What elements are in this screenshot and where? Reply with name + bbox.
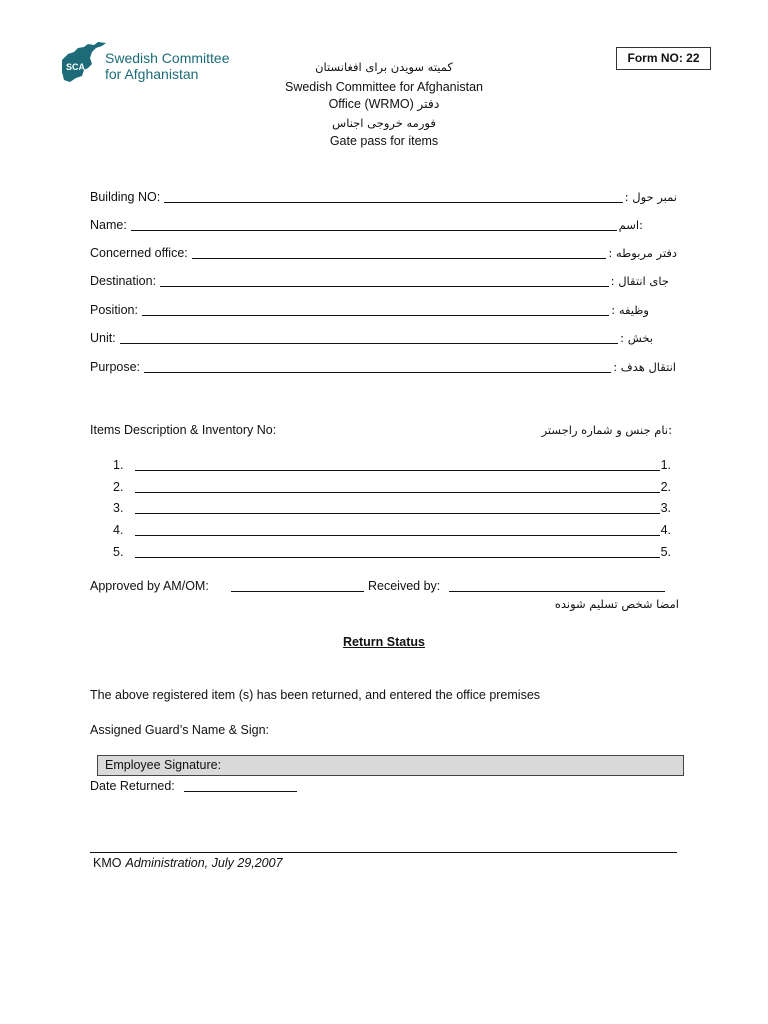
- footer: [93, 855, 283, 871]
- approved-by-label: Approved by AM/OM:: [90, 579, 209, 593]
- item-number-left: 4.: [113, 523, 124, 537]
- item-number-right: 1.: [660, 458, 671, 472]
- blank-line: [192, 258, 607, 259]
- item-row: [113, 544, 671, 560]
- blank-line: [135, 492, 660, 493]
- field-building-no: [90, 189, 677, 205]
- guard-name-sign-label: Assigned Guard’s Name & Sign:: [90, 723, 270, 737]
- received-by-line: [449, 591, 665, 592]
- blank-line: [160, 286, 609, 287]
- field-label: Concerned office:: [90, 246, 188, 260]
- logo-name-line-1: Swedish Committee: [105, 50, 230, 66]
- form-title-english: Gate pass for items: [329, 134, 439, 148]
- blank-line: [135, 513, 660, 514]
- items-description-label-dari: نام جنس و شماره راجستر:: [541, 423, 672, 437]
- field-concerned-office: [90, 245, 677, 261]
- received-by-label: Received by:: [368, 579, 441, 593]
- logo-name-line-2: for Afghanistan: [105, 66, 199, 82]
- field-label-dari: : وظیفه: [611, 303, 649, 317]
- org-title-english: Swedish Committee for Afghanistan: [284, 80, 484, 94]
- field-label: Purpose:: [90, 360, 141, 374]
- item-row: [113, 457, 671, 473]
- blank-line: [144, 372, 611, 373]
- org-title-dari: کمیته سویدن برای افغانستان: [315, 60, 453, 74]
- date-returned-label: Date Returned:: [90, 779, 175, 793]
- field-label: Unit:: [90, 331, 116, 345]
- form-title-dari: فورمه خروجی اجناس: [332, 116, 436, 130]
- field-label-dari: : دفتر مربوطه: [608, 246, 677, 260]
- footer-text: Administration, July 29,2007: [125, 856, 283, 870]
- items-description-label: Items Description & Inventory No:: [90, 423, 277, 437]
- form-number-box: Form NO: 22: [616, 47, 711, 70]
- item-number-right: 5.: [660, 545, 671, 559]
- return-statement: The above registered item (s) has been returned, and entered the office premises: [90, 688, 541, 702]
- item-number-right: 4.: [660, 523, 671, 537]
- blank-line: [131, 230, 617, 231]
- field-destination: [90, 273, 669, 289]
- item-number-left: 5.: [113, 545, 124, 559]
- field-label: Building NO:: [90, 190, 161, 204]
- field-label-dari: اسم:: [618, 218, 643, 232]
- item-row: [113, 479, 671, 495]
- sca-logo-initials: SCA: [66, 62, 86, 72]
- receiver-signature-label-dari: امضا شخص تسلیم شونده: [554, 597, 679, 611]
- employee-signature-box: Employee Signature:: [97, 755, 684, 776]
- return-status-heading: Return Status: [343, 635, 425, 649]
- field-unit: [90, 330, 653, 346]
- field-label-dari: : انتقال هدف: [613, 360, 676, 374]
- blank-line: [135, 535, 660, 536]
- item-number-left: 1.: [113, 458, 124, 472]
- field-label-dari: : نمبر حول: [624, 190, 677, 204]
- field-label: Name:: [90, 218, 127, 232]
- blank-line: [135, 557, 660, 558]
- field-position: [90, 302, 649, 318]
- blank-line: [120, 343, 618, 344]
- footer-divider: [90, 852, 677, 853]
- office-title: Office (WRMO) دفتر: [328, 97, 440, 111]
- field-purpose: [90, 359, 676, 375]
- field-label: Destination:: [90, 274, 157, 288]
- date-returned-line: [184, 791, 297, 792]
- approved-by-line: [231, 591, 364, 592]
- blank-line: [135, 470, 660, 471]
- field-label-dari: : جای انتقال: [610, 274, 669, 288]
- field-label: Position:: [90, 303, 138, 317]
- field-label-dari: : بخش: [620, 331, 653, 345]
- footer-org: KMO: [93, 856, 122, 870]
- item-number-right: 2.: [660, 480, 671, 494]
- item-number-left: 3.: [113, 501, 124, 515]
- blank-line: [164, 202, 623, 203]
- field-name: [90, 217, 643, 233]
- item-row: [113, 522, 671, 538]
- item-number-right: 3.: [660, 501, 671, 515]
- blank-line: [142, 315, 609, 316]
- item-number-left: 2.: [113, 480, 124, 494]
- item-row: [113, 500, 671, 516]
